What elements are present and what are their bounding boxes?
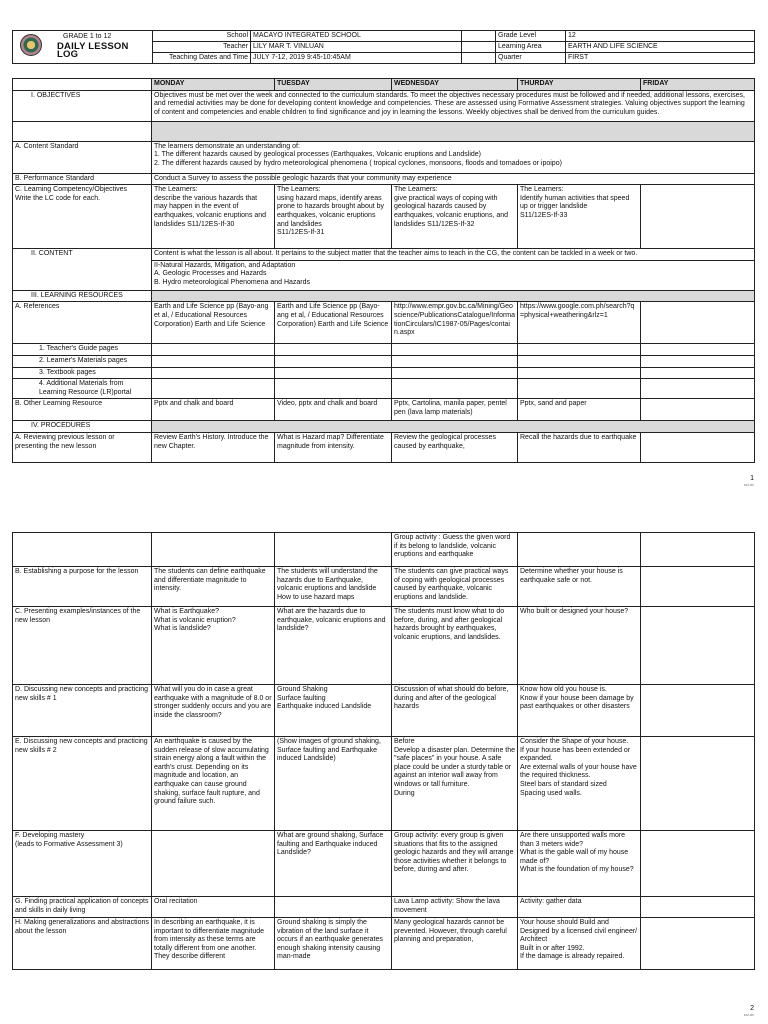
- day-thursday: THURDAY: [518, 79, 641, 91]
- header-logo-cell: [13, 31, 153, 64]
- concepts-1-monday: What will you do in case a great earthquake with a magnitude of 8.0 or stronger suddenly occurs and you are inside the classroom?: [152, 685, 275, 737]
- competency-monday: The Learners: describe the various hazards that may happen in the event of earthquakes, volcanic eruptions and landslides S11/12ES-If-30: [152, 185, 275, 249]
- generalization-friday: [641, 918, 755, 970]
- concepts-1-label: D. Discussing new concepts and practicing new skills # 1: [13, 685, 152, 737]
- day-header-blank: [13, 79, 152, 91]
- references-label: A. References: [13, 302, 152, 344]
- teachers-guide-label: 1. Teacher's Guide pages: [13, 344, 152, 356]
- application-thursday: Activity: gather data: [518, 897, 641, 918]
- textbook-row: [13, 367, 755, 379]
- competency-wednesday: The Learners: give practical ways of coping with geological hazards caused by earthquakes, volcanic eruptions, and landslides S11/12ES-If-32: [392, 185, 518, 249]
- competency-label: C. Learning Competency/Objectives Write the LC code for each.: [13, 185, 152, 249]
- purpose-row: [13, 567, 755, 607]
- quarter-label: Quarter: [496, 53, 566, 64]
- content-note-row: [13, 249, 755, 261]
- concepts-1-friday: [641, 685, 755, 737]
- examples-label: C. Presenting examples/instances of the new lesson: [13, 607, 152, 685]
- procedures-row: [13, 421, 755, 433]
- cell: [641, 533, 755, 567]
- review-wednesday: Review the geological processes caused by earthquake,: [392, 432, 518, 462]
- grade-level-value: 12: [566, 31, 755, 42]
- cell: [152, 533, 275, 567]
- cell: [275, 533, 392, 567]
- cell: [392, 355, 518, 367]
- performance-standard-row: [13, 173, 755, 185]
- school-value: MACAYO INTEGRATED SCHOOL: [251, 31, 462, 42]
- application-wednesday: Lava Lamp activity: Show the lava movement: [392, 897, 518, 918]
- mastery-friday: [641, 831, 755, 897]
- purpose-label: B. Establishing a purpose for the lesson: [13, 567, 152, 607]
- learning-area-label: Learning Area: [496, 42, 566, 53]
- references-tuesday: Earth and Life Science pp (Bayo-ang et al, / Educational Resources Corporation) Earth and Life Science: [275, 302, 392, 344]
- mastery-wednesday: Group activity: every group is given situations that fits to the assigned geologic hazards and they will arrange those activities whether it belongs to before, during and after.: [392, 831, 518, 897]
- learning-area-value: EARTH AND LIFE SCIENCE: [566, 42, 755, 53]
- concepts-1-row: [13, 685, 755, 737]
- other-wednesday: Pptx, Cartolina, manila paper, pentel pen (lava lamp materials): [392, 399, 518, 421]
- application-friday: [641, 897, 755, 918]
- review-label: A. Reviewing previous lesson or presenting the new lesson: [13, 432, 152, 462]
- teacher-label: Teacher: [153, 42, 251, 53]
- application-tuesday: [275, 897, 392, 918]
- concepts-2-label: E. Discussing new concepts and practicing new skills # 2: [13, 737, 152, 831]
- content-label: II. CONTENT: [13, 249, 152, 291]
- gray-spacer-row: [13, 121, 755, 141]
- other-resources-row: [13, 399, 755, 421]
- cell: [275, 355, 392, 367]
- mastery-tuesday: What are ground shaking, Surface faulting and Earthquake induced Landslide?: [275, 831, 392, 897]
- cell: [518, 533, 641, 567]
- cell: [518, 379, 641, 399]
- examples-thursday: Who built or designed your house?: [518, 607, 641, 685]
- school-seal-icon: [20, 34, 42, 56]
- competency-friday: [641, 185, 755, 249]
- references-wednesday: http://www.empr.gov.bc.ca/Mining/Geoscience/PublicationsCatalogue/InformationCirculars/IC1987-05/Pages/contain.aspx: [392, 302, 518, 344]
- generalization-thursday: Your house should Build and Designed by a licensed civil engineer/ Architect Built in or after 1992. If the damage is already repaired.: [518, 918, 641, 970]
- cell: [152, 379, 275, 399]
- day-wednesday: WEDNESDAY: [392, 79, 518, 91]
- page-1: [0, 0, 768, 500]
- competency-thursday: The Learners: Identify human activities that speed up or trigger landslide S11/12ES-If-33: [518, 185, 641, 249]
- dates-value: JULY 7-12, 2019 9:45-10:45AM: [251, 53, 462, 64]
- resources-band: [152, 290, 755, 302]
- cell: [641, 379, 755, 399]
- day-header-row: [13, 79, 755, 91]
- performance-standard-text: Conduct a Survey to assess the possible geologic hazards that your community may experience: [152, 173, 755, 185]
- examples-wednesday: The students must know what to do before, during, and after geological hazards brought by earthquakes, volcanic eruptions, and landslides.: [392, 607, 518, 685]
- header-gap: [462, 53, 496, 64]
- cell: [152, 355, 275, 367]
- cell: [518, 367, 641, 379]
- cell: [152, 367, 275, 379]
- generalization-row: [13, 918, 755, 970]
- generalization-label: H. Making generalizations and abstractions about the lesson: [13, 918, 152, 970]
- examples-friday: [641, 607, 755, 685]
- procedures-band: [152, 421, 755, 433]
- gray-spacer: [152, 121, 755, 141]
- cell: [641, 344, 755, 356]
- learners-materials-label: 2. Learner's Materials pages: [13, 355, 152, 367]
- other-monday: Pptx and chalk and board: [152, 399, 275, 421]
- page-number-1: [744, 476, 754, 488]
- quarter-value: FIRST: [566, 53, 755, 64]
- mastery-monday: [152, 831, 275, 897]
- mastery-row: [13, 831, 755, 897]
- lesson-table-page-1: [12, 78, 755, 463]
- learners-materials-row: [13, 355, 755, 367]
- dates-label: Teaching Dates and Time: [153, 53, 251, 64]
- generalization-tuesday: Ground shaking is simply the vibration of the land surface it occurs if an earthquake generates enough shaking intensity causing man-made: [275, 918, 392, 970]
- cell: [518, 344, 641, 356]
- teachers-guide-row: [13, 344, 755, 356]
- review-friday: [641, 432, 755, 462]
- textbook-label: 3. Textbook pages: [13, 367, 152, 379]
- cell: [641, 355, 755, 367]
- mastery-label: F. Developing mastery (leads to Formative Assessment 3): [13, 831, 152, 897]
- page-mark: ssl.dv: [743, 1012, 754, 1017]
- additional-materials-label: 4. Additional Materials from Learning Resource (LR)portal: [13, 379, 152, 399]
- performance-standard-label: B. Performance Standard: [13, 173, 152, 185]
- review-monday: Review Earth's History. Introduce the new Chapter.: [152, 432, 275, 462]
- teacher-value: LILY MAR T. VINLUAN: [251, 42, 462, 53]
- review-row: [13, 432, 755, 462]
- review-tuesday: What is Hazard map? Differentiate magnitude from intensity.: [275, 432, 392, 462]
- procedures-label: IV. PROCEDURES: [13, 421, 152, 433]
- other-thursday: Pptx, sand and paper: [518, 399, 641, 421]
- school-label: School: [153, 31, 251, 42]
- day-friday: FRIDAY: [641, 79, 755, 91]
- page-number-2: [744, 1006, 754, 1018]
- page-2: [0, 510, 768, 1024]
- spacer-label: [13, 121, 152, 141]
- mastery-thursday: Are there unsupported walls more than 3 meters wide? What is the gable wall of my house made of? What is the foundation of my house?: [518, 831, 641, 897]
- concepts-1-wednesday: Discussion of what should do before, during and after of the geological hazards: [392, 685, 518, 737]
- application-label: G. Finding practical application of concepts and skills in daily living: [13, 897, 152, 918]
- competency-tuesday: The Learners: using hazard maps, identify areas prone to hazards brought about by earthquakes, volcanic eruptions and landslides S11/12ES-If-31: [275, 185, 392, 249]
- group-activity-wednesday: Group activity : Guess the given word if its belong to landslide, volcanic eruptions and earthquake: [392, 533, 518, 567]
- lesson-table-page-2: [12, 532, 755, 970]
- application-row: [13, 897, 755, 918]
- day-tuesday: TUESDAY: [275, 79, 392, 91]
- purpose-thursday: Determine whether your house is earthquake safe or not.: [518, 567, 641, 607]
- examples-tuesday: What are the hazards due to earthquake, volcanic eruptions and landslide?: [275, 607, 392, 685]
- cell: [392, 379, 518, 399]
- concepts-1-tuesday: Ground Shaking Surface faulting Earthquake induced Landslide: [275, 685, 392, 737]
- concepts-2-tuesday: (Show images of ground shaking, Surface faulting and Earthquake induced Landslide): [275, 737, 392, 831]
- cell: [275, 367, 392, 379]
- purpose-monday: The students can define earthquake and differentiate magnitude to intensity.: [152, 567, 275, 607]
- header-gap: [462, 31, 496, 42]
- competency-row: [13, 185, 755, 249]
- cell: [641, 367, 755, 379]
- header-gap: [462, 42, 496, 53]
- review-thursday: Recall the hazards due to earthquake: [518, 432, 641, 462]
- generalization-monday: In describing an earthquake, it is important to differentiate magnitude from intensity as these terms are totally different from one another. They describe different: [152, 918, 275, 970]
- concepts-2-wednesday: Before Develop a disaster plan. Determine the "safe places" in your house. A safe place could be under a sturdy table or against an interior wall away from windows or tall furniture. During: [392, 737, 518, 831]
- cell: [518, 355, 641, 367]
- cell: [275, 344, 392, 356]
- grade-level-label: Grade Level: [496, 31, 566, 42]
- objectives-row: [13, 90, 755, 121]
- cell: [275, 379, 392, 399]
- group-activity-row: [13, 533, 755, 567]
- content-standard-text: The learners demonstrate an understanding of: 1. The different hazards caused by geological processes (Earthquakes, Volcanic eruptions and Landslide) 2. The different hazards caused by hydro meteorological phenomena ( tropical cyclones, monsoons, floods and tornadoes or ipoipo): [152, 141, 755, 173]
- page-mark: ssl.dv: [743, 482, 754, 487]
- objectives-text: Objectives must be met over the week and connected to the curriculum standards. To meet the objectives necessary procedures must be followed and if needed, additional lessons, exercises, and remedial activities may be done for developing content knowledge and competencies. These are assessed using Formative Assessment strategies. Valuing objectives support the learning of content and competencies and enable children to find significance and joy in learning the lessons. Weekly objectives shall be derived from the curriculum guides.: [152, 90, 755, 121]
- content-note: Content is what the lesson is all about. It pertains to the subject matter that the teacher aims to teach in the CG, the content can be tackled in a week or two.: [152, 249, 755, 261]
- other-resources-label: B. Other Learning Resource: [13, 399, 152, 421]
- references-row: [13, 302, 755, 344]
- header-table: [12, 30, 755, 64]
- page-number-value: 2: [750, 1005, 754, 1012]
- purpose-wednesday: The students can give practical ways of coping with geological processes caused by earthquake, volcanic eruptions and landslide.: [392, 567, 518, 607]
- concepts-2-thursday: Consider the Shape of your house. If your house has been extended or expanded. Are external walls of your house have the required thickness. Steel bars of standard sized Spacing used walls.: [518, 737, 641, 831]
- day-monday: MONDAY: [152, 79, 275, 91]
- examples-monday: What is Earthquake? What is volcanic eruption? What is landslide?: [152, 607, 275, 685]
- content-text: II-Natural Hazards, Mitigation, and Adaptation A. Geologic Processes and Hazards B. Hydro meteorological Phenomena and Hazards: [152, 260, 755, 290]
- objectives-label: I. OBJECTIVES: [13, 90, 152, 121]
- examples-row: [13, 607, 755, 685]
- other-tuesday: Video, pptx and chalk and board: [275, 399, 392, 421]
- purpose-tuesday: The students will understand the hazards due to Earthquake, volcanic eruptions and landslide How to use hazard maps: [275, 567, 392, 607]
- grade-label: GRADE 1 to 12: [63, 33, 112, 40]
- resources-label: III. LEARNING RESOURCES: [13, 290, 152, 302]
- other-friday: [641, 399, 755, 421]
- additional-materials-row: [13, 379, 755, 399]
- cell: [392, 344, 518, 356]
- references-thursday: https://www.google.com.ph/search?q=physical+weathering&rlz=1: [518, 302, 641, 344]
- concepts-2-friday: [641, 737, 755, 831]
- cell: [152, 344, 275, 356]
- cell: [13, 533, 152, 567]
- page-number-value: 1: [750, 475, 754, 482]
- generalization-wednesday: Many geological hazards cannot be prevented. However, through careful planning and preparation,: [392, 918, 518, 970]
- purpose-friday: [641, 567, 755, 607]
- concepts-2-row: [13, 737, 755, 831]
- log-title: DAILY LESSON LOG: [57, 41, 129, 60]
- application-monday: Oral recitation: [152, 897, 275, 918]
- content-standard-label: A. Content Standard: [13, 141, 152, 173]
- content-standard-row: [13, 141, 755, 173]
- concepts-1-thursday: Know how old you house is. Know if your house been damage by past earthquakes or other disasters: [518, 685, 641, 737]
- references-monday: Earth and Life Science pp (Bayo-ang et al, / Educational Resources Corporation) Earth and Life Science: [152, 302, 275, 344]
- resources-row: [13, 290, 755, 302]
- references-friday: [641, 302, 755, 344]
- cell: [392, 367, 518, 379]
- concepts-2-monday: An earthquake is caused by the sudden release of slow accumulating strain energy along a fault within the earth's crust. Depending on its magnitude and location, an earthquake can cause ground shaking, surface fault rupture, and ground failure such.: [152, 737, 275, 831]
